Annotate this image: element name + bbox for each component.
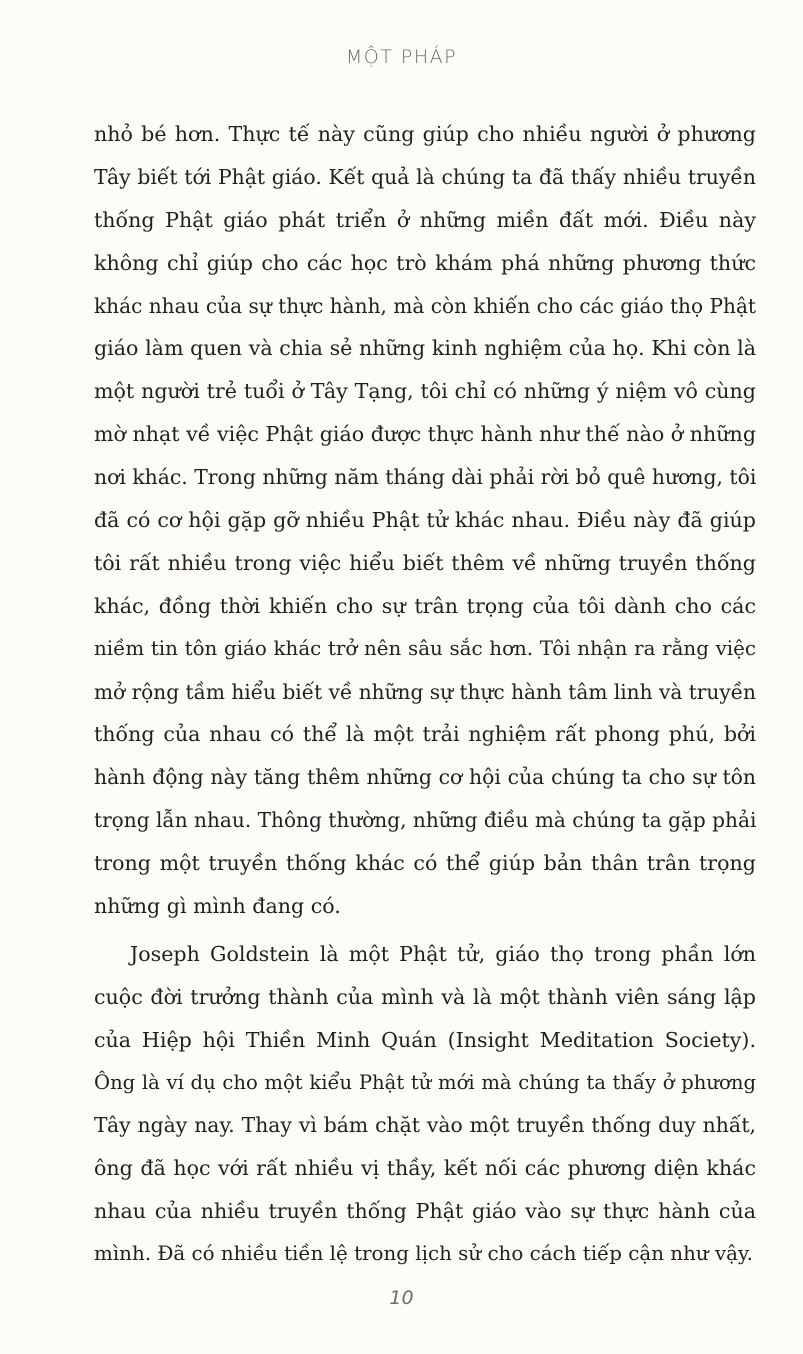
- page-number: 10: [389, 1287, 414, 1309]
- running-head-title: MỘT PHÁP: [345, 46, 458, 68]
- text-line: niềm tin tôn giáo khác trở nên sâu sắc hơn. Tôi nhận ra rằng việc: [94, 636, 756, 660]
- text-line: mở rộng tầm hiểu biết về những sự thực hành tâm linh và truyền: [94, 679, 756, 704]
- text-line: của Hiệp hội Thiền Minh Quán (Insight Meditation Society).: [94, 1027, 756, 1052]
- text-line: khác, đồng thời khiến cho sự trân trọng của tôi dành cho các: [94, 593, 756, 618]
- text-line: tôi rất nhiều trong việc hiểu biết thêm về những truyền thống: [94, 550, 756, 575]
- text-line: ông đã học với rất nhiều vị thầy, kết nối các phương diện khác: [94, 1156, 756, 1181]
- text-line: một người trẻ tuổi ở Tây Tạng, tôi chỉ có những ý niệm vô cùng: [94, 379, 756, 404]
- text-line: khác nhau của sự thực hành, mà còn khiến cho các giáo thọ Phật: [94, 293, 756, 318]
- text-line: cuộc đời trưởng thành của mình và là một thành viên sáng lập: [94, 984, 756, 1009]
- paragraph-2: [94, 933, 756, 1276]
- text-line: Ông là ví dụ cho một kiểu Phật tử mới mà chúng ta thấy ở phương: [94, 1070, 756, 1094]
- text-line: những gì mình đang có.: [94, 894, 341, 919]
- text-line: Tây biết tới Phật giáo. Kết quả là chúng ta đã thấy nhiều truyền: [94, 164, 756, 189]
- text-line: thống của nhau có thể là một trải nghiệm rất phong phú, bởi: [94, 722, 756, 747]
- text-line: trong một truyền thống khác có thể giúp bản thân trân trọng: [94, 851, 756, 876]
- text-line: nhau của nhiều truyền thống Phật giáo vào sự thực hành của: [94, 1199, 756, 1224]
- text-line: hành động này tăng thêm những cơ hội của chúng ta cho sự tôn: [94, 765, 756, 790]
- text-line: Tây ngày nay. Thay vì bám chặt vào một truyền thống duy nhất,: [94, 1113, 756, 1138]
- text-line: đã có cơ hội gặp gỡ nhiều Phật tử khác nhau. Điều này đã giúp: [94, 508, 756, 533]
- paragraph-1: [94, 113, 756, 928]
- body-text: [94, 113, 756, 1276]
- text-line: Joseph Goldstein là một Phật tử, giáo thọ trong phần lớn: [130, 941, 756, 966]
- text-line: trọng lẫn nhau. Thông thường, những điều mà chúng ta gặp phải: [94, 808, 756, 833]
- text-line: không chỉ giúp cho các học trò khám phá những phương thức: [94, 250, 756, 275]
- text-line: giáo làm quen và chia sẻ những kinh nghiệm của họ. Khi còn là: [94, 336, 756, 361]
- text-line: nhỏ bé hơn. Thực tế này cũng giúp cho nhiều người ở phương: [94, 122, 756, 146]
- text-line: nơi khác. Trong những năm tháng dài phải rời bỏ quê hương, tôi: [94, 465, 756, 490]
- text-line: mình. Đã có nhiều tiền lệ trong lịch sử cho cách tiếp cận như vậy.: [94, 1242, 753, 1266]
- text-line: mờ nhạt về việc Phật giáo được thực hành như thế nào ở những: [94, 422, 756, 447]
- text-line: thống Phật giáo phát triển ở những miền đất mới. Điều này: [94, 207, 756, 232]
